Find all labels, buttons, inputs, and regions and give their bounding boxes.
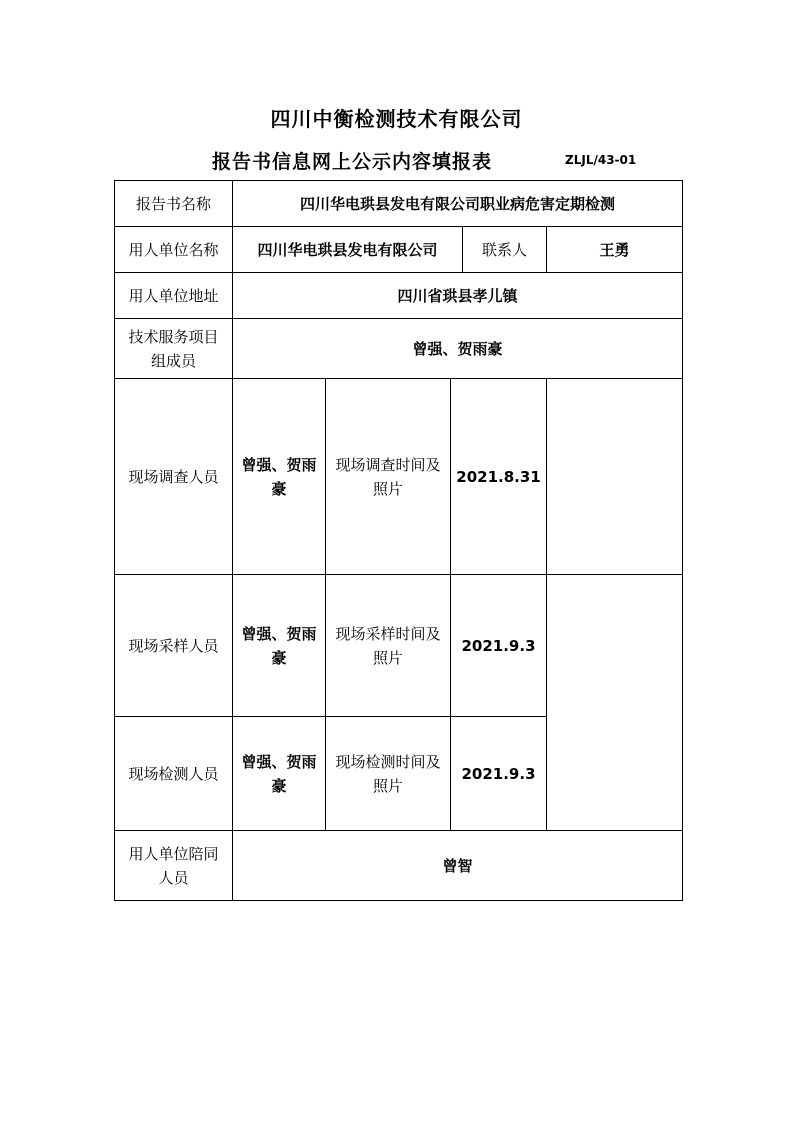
row-escort: [115, 831, 683, 901]
employer-value: 四川华电珙县发电有限公司: [233, 227, 463, 273]
escort-value: 曾智: [233, 831, 683, 901]
testing-time-label: 现场检测时间及照片: [326, 717, 451, 831]
team-value: 曾强、贺雨豪: [233, 319, 683, 379]
team-label: 技术服务项目组成员: [115, 319, 233, 379]
employer-label: 用人单位名称: [115, 227, 233, 273]
escort-label: 用人单位陪同人员: [115, 831, 233, 901]
form-code: ZLJL/43-01: [565, 153, 637, 167]
contact-label: 联系人: [463, 227, 547, 273]
survey-time-label: 现场调查时间及照片: [326, 379, 451, 575]
testing-staff: 曾强、贺雨豪: [233, 717, 326, 831]
row-address: [115, 273, 683, 319]
survey-photo-cell: [547, 379, 683, 575]
sampling-testing-photo-cell: [547, 575, 683, 831]
report-name-label: 报告书名称: [115, 181, 233, 227]
survey-staff: 曾强、贺雨豪: [233, 379, 326, 575]
company-name: 四川中衡检测技术有限公司: [270, 107, 523, 131]
sampling-time-label: 现场采样时间及照片: [326, 575, 451, 717]
address-value: 四川省珙县孝儿镇: [233, 273, 683, 319]
testing-date: 2021.9.3: [451, 717, 547, 831]
survey-label: 现场调查人员: [115, 379, 233, 575]
row-team: [115, 319, 683, 379]
testing-label: 现场检测人员: [115, 717, 233, 831]
contact-value: 王勇: [547, 227, 683, 273]
sampling-staff: 曾强、贺雨豪: [233, 575, 326, 717]
sampling-label: 现场采样人员: [115, 575, 233, 717]
report-info-table: [114, 180, 683, 901]
row-sampling: [115, 575, 683, 717]
report-name-value: 四川华电珙县发电有限公司职业病危害定期检测: [233, 181, 683, 227]
sampling-date: 2021.9.3: [451, 575, 547, 717]
row-survey: [115, 379, 683, 575]
address-label: 用人单位地址: [115, 273, 233, 319]
row-report-name: [115, 181, 683, 227]
row-employer: [115, 227, 683, 273]
survey-date: 2021.8.31: [451, 379, 547, 575]
form-title: 报告书信息网上公示内容填报表: [212, 151, 493, 173]
